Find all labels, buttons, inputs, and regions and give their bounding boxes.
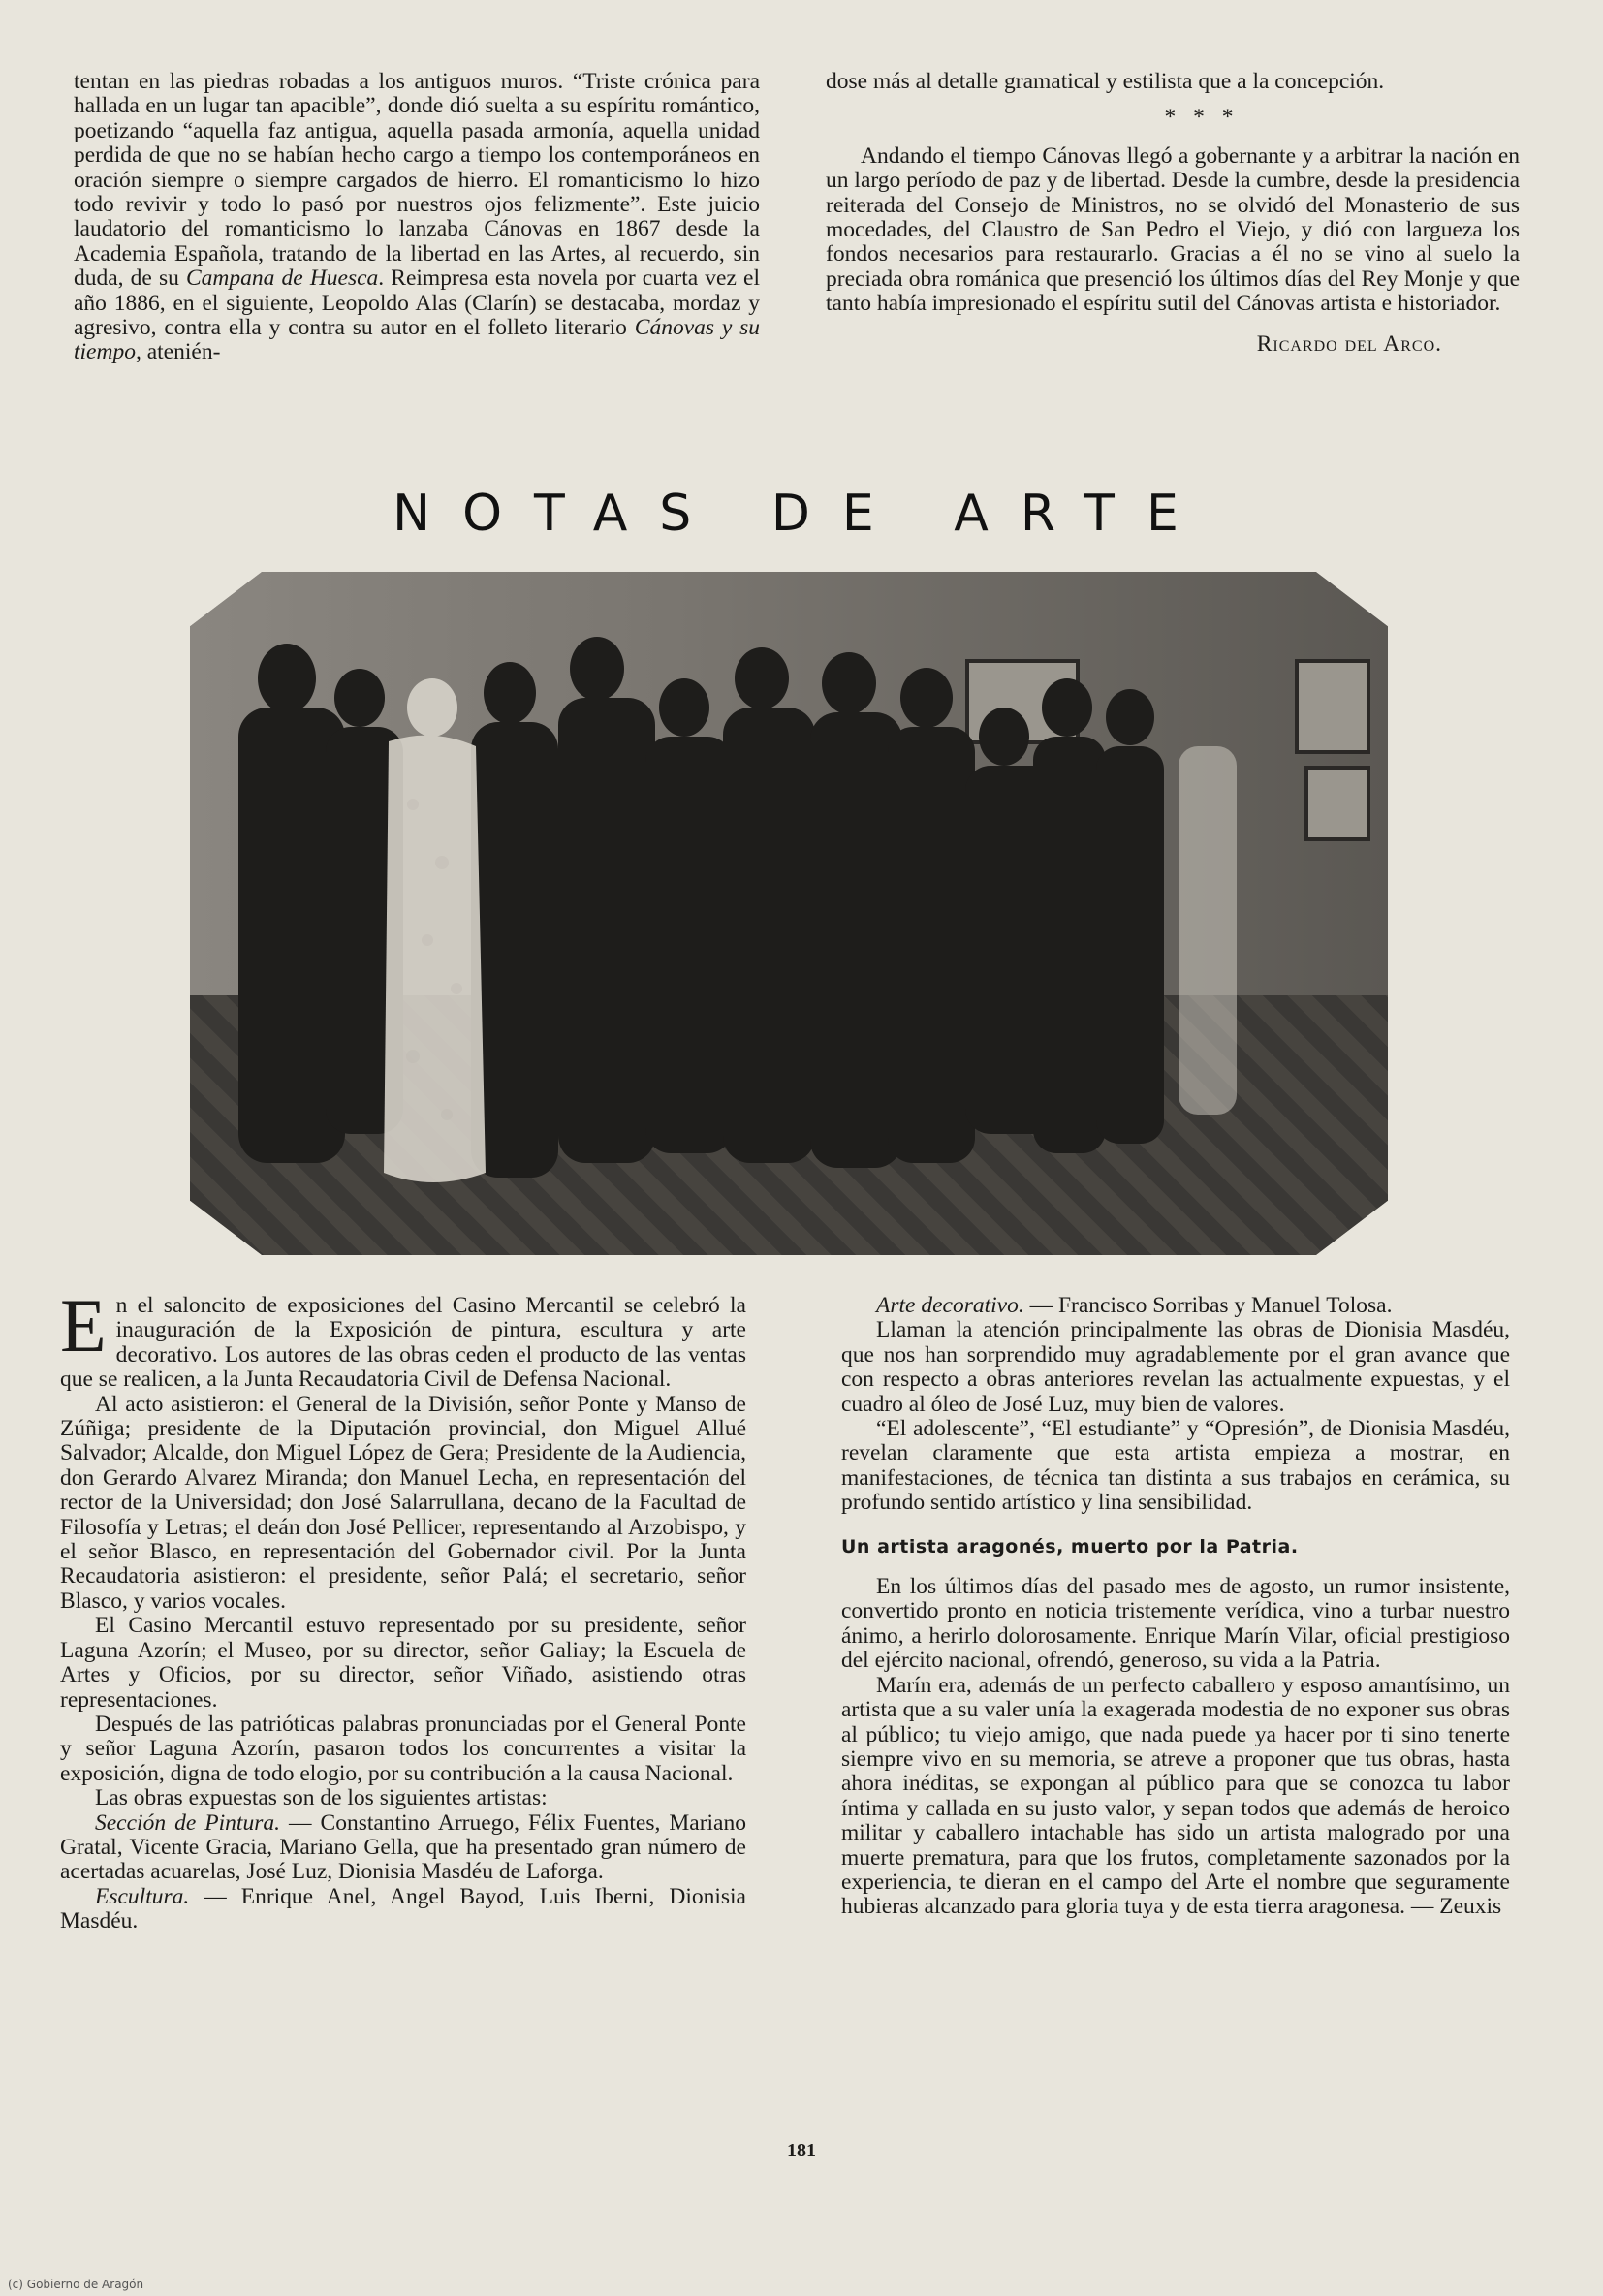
section-separator: * * *	[1164, 105, 1240, 131]
paragraph	[60, 1885, 746, 1934]
copyright-credit: (c) Gobierno de Aragón	[8, 2278, 144, 2291]
group-photograph	[190, 572, 1388, 1255]
category-label: Escultura.	[95, 1883, 190, 1909]
article-column-top-left	[74, 70, 760, 365]
paragraph: dose más al detalle gramatical y estilista que a la concepción.	[826, 69, 1385, 94]
paragraph: Marín era, además de un perfecto caballero y esposo amantísimo, un artista que a su valer unía la exagerada modestia de no exponer sus obras al público; tu viejo amigo, que nada puede ya hacer por ti sino tenerte siempre vivo en su memoria, se atreve a proponer que tus obras, hasta ahora inéditas, se expongan al público para que se conozca tu labor íntima y callada en su justo valor, y sepan todos que además de heroico militar y caballero intachable has sido un artista malogrado por una muerte prematura, para que los frutos, completamente sazonados por la experiencia, te dieran en el campo del Arte el nombre que seguramente hubieras alcanzado para gloria tuya y de esta tierra aragonesa. — Zeuxis	[841, 1672, 1510, 1920]
book-title: Cánovas y su tiempo,	[74, 315, 761, 365]
text-span: — Enrique Anel, Angel Bayod, Luis Iberni, Dionisia Masdéu.	[60, 1883, 746, 1934]
paragraph	[841, 1294, 1510, 1318]
category-label: Sección de Pintura.	[95, 1809, 280, 1836]
text-span: tentan en las piedras robadas a los antiguos muros. “Triste crónica para hallada en un lugar tan apacible”, donde dió suelta a su espíritu romántico, poetizando “aquella faz antigua, aquella pasada armonía, aquella unidad perdida de que no se habían hecho cargo a tiempo los contemporáneos en oración siempre o siempre cargados de hierro. El romanticismo lo hizo todo revivir y todo lo pasó por nuestros ojos felizmente”. Este juicio laudatorio del romanticismo lo lanzaba Cánovas en 1867 desde la Academia Española, tratando de la libertad en las Artes, al recuerdo, sin duda, de su	[74, 69, 760, 292]
paragraph	[60, 1283, 746, 1393]
author-signature: Ricardo del Arco.	[1256, 330, 1442, 357]
paragraph: Al acto asistieron: el General de la División, señor Ponte y Manso de Zúñiga; presidente de la Diputación provincial, don Miguel Allué Salvador; Alcalde, don Miguel López de Gera; Presidente de la Audiencia, don Gerardo Alvarez Miranda; don Manuel Lecha, en representación del rector de la Universidad; don José Salarrullana, decano de la Facultad de Filosofía y Letras; el deán don José Pellicer, representando al Arzobispo, y el señor Blasco, en representación del Gobernador civil. Por la Junta Recaudatoria asistieron: el presidente, señor Palá; el secretario, señor Blasco, y varios vocales.	[60, 1391, 746, 1614]
paragraph: En los últimos días del pasado mes de agosto, un rumor insistente, convertido pronto en noticia tristemente verídica, vino a turbar nuestro ánimo, a herirlo dolorosamente. Enrique Marín Vilar, oficial prestigioso del ejército nacional, ofrendó, generoso, su vida a la Patria.	[841, 1574, 1510, 1674]
drop-cap: E	[60, 1283, 107, 1368]
page-number: 181	[787, 2140, 816, 2161]
paragraph	[74, 70, 760, 365]
paragraph: “El adolescente”, “El estudiante” y “Opresión”, de Dionisia Masdéu, revelan claramente que esta artista empieza a mostrar, en manifestaciones, de técnica tan distinta a sus trabajos en cerámica, su profundo sentido artístico y lina sensibilidad.	[841, 1416, 1510, 1516]
article-column-bottom-right	[841, 1294, 1510, 1920]
article-column-top-right	[826, 70, 1520, 357]
paragraph	[60, 1811, 746, 1885]
text-span: — Francisco Sorribas y Manuel Tolosa.	[1023, 1293, 1393, 1318]
paragraph: El Casino Mercantil estuvo representado por su presidente, señor Laguna Azorín; el Museo, por su director, señor Galiay; la Escuela de Artes y Oficios, por su director, señor Viñado, asistiendo otras representaciones.	[60, 1613, 746, 1713]
text-span: atenién-	[141, 339, 221, 365]
text-span: — Constantino Arruego, Félix Fuentes, Mariano Gratal, Vicente Gracia, Mariano Gella, que ha presentado gran número de acertadas acuarelas, José Luz, Dionisia Masdéu de Laforga.	[60, 1809, 746, 1885]
article-subheading: Un artista aragonés, muerto por la Patria.	[841, 1535, 1299, 1557]
paragraph: Andando el tiempo Cánovas llegó a gobernante y a arbitrar la nación en un largo período de paz y de libertad. Desde la cumbre, desde la presidencia reiterada del Consejo de Ministros, no se olvidó del Monasterio de sus mocedades, del Claustro de San Pedro el Viejo, y dió con largueza los fondos necesarios para restaurarlo. Gracias a él no se vino al suelo la preciada obra románica que presenció los últimos días del Rey Monje y que tanto había impresionado el espíritu sutil del Cánovas artista e historiador.	[826, 142, 1520, 317]
paragraph: Después de las patrióticas palabras pronunciadas por el General Ponte y señor Laguna Azorín, pasaron todos los concurrentes a visitar la exposición, digna de todo elogio, por su contribución a la causa Nacional.	[60, 1711, 746, 1786]
section-title: NOTAS DE ARTE	[393, 485, 1210, 543]
paragraph: Llaman la atención principalmente las obras de Dionisia Masdéu, que nos han sorprendido muy agradablemente por el gran avance que con respecto a obras anteriores revelan las actualmente expuestas, y el cuadro al óleo de José Luz, muy bien de valores.	[841, 1317, 1510, 1417]
group-of-people-silhouettes	[190, 572, 1388, 1255]
book-title: Campana de Huesca	[186, 266, 379, 292]
text-span: . Reimpresa esta novela por cuarta vez el año 1886, en el siguiente, Leopoldo Alas (Clarín) se destacaba, mordaz y agresivo, contra ella y contra su autor en el folleto literario	[74, 266, 760, 341]
article-column-bottom-left	[60, 1283, 746, 1934]
category-label: Arte decorativo.	[876, 1293, 1024, 1318]
paragraph: Las obras expuestas son de los siguientes artistas:	[95, 1785, 548, 1811]
text-span: n el saloncito de exposiciones del Casino Mercantil se celebró la inauguración de la Exposición de pintura, escultura y arte decorativo. Los autores de las obras ceden el producto de las ventas que se realicen, a la Junta Recaudatoria Civil de Defensa Nacional.	[60, 1293, 746, 1393]
